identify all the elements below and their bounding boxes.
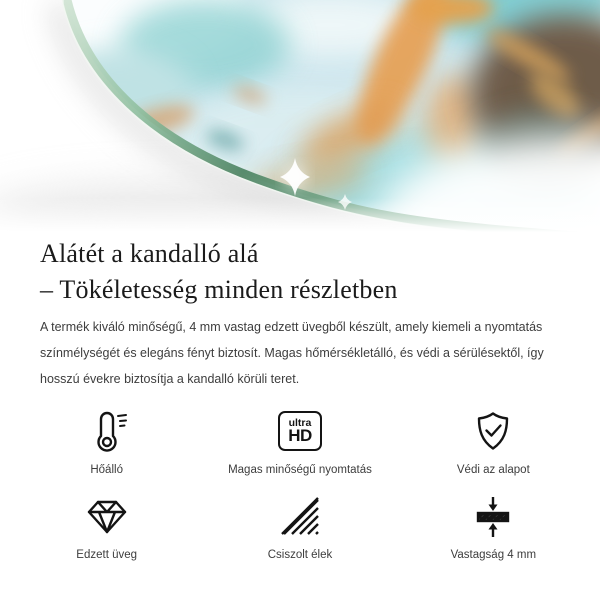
product-description xyxy=(40,314,600,392)
diamond-icon xyxy=(85,493,129,539)
description-line: színmélységét és elegáns fényt biztosít. Magas hőmérsékletálló, és védi a sérülésektől, így xyxy=(40,346,544,360)
feature-thickness xyxy=(397,493,590,562)
feature-label: Vastagság 4 mm xyxy=(450,549,537,561)
feature-grid xyxy=(10,408,590,562)
ultra-hd-badge-bottom: HD xyxy=(288,426,312,445)
feature-label: Védi az alapot xyxy=(456,464,530,476)
feature-polished-edges xyxy=(203,493,396,562)
description-line: hosszú évekre biztosítja a kandalló körüli teret. xyxy=(40,372,300,386)
feature-label: Edzett üveg xyxy=(76,549,138,561)
polished-edge-icon xyxy=(278,493,322,539)
feature-label: Csiszolt élek xyxy=(267,549,333,561)
thickness-icon xyxy=(471,493,515,539)
page-title-line1: Alátét a kandalló alá xyxy=(40,239,259,268)
shield-check-icon xyxy=(471,408,515,454)
page-title-line2: – Tökéletesség minden részletben xyxy=(40,275,398,304)
thermometer-icon xyxy=(85,408,129,454)
product-hero-image xyxy=(0,0,600,232)
feature-tempered-glass xyxy=(10,493,203,562)
feature-print-quality xyxy=(203,408,396,477)
ultra-hd-badge-top: ultra xyxy=(288,417,312,429)
glass-plate-photo xyxy=(0,0,600,232)
page-title xyxy=(40,236,600,308)
bottom-fade xyxy=(0,198,600,232)
feature-base-protection xyxy=(397,408,590,477)
feature-label: Hőálló xyxy=(90,464,123,476)
feature-heat-resistant xyxy=(10,408,203,477)
description-line: A termék kiváló minőségű, 4 mm vastag edzett üvegből készült, amely kiemeli a nyomtatás xyxy=(40,320,543,334)
feature-label: Magas minőségű nyomtatás xyxy=(228,464,372,476)
ultra-hd-icon xyxy=(278,408,322,454)
